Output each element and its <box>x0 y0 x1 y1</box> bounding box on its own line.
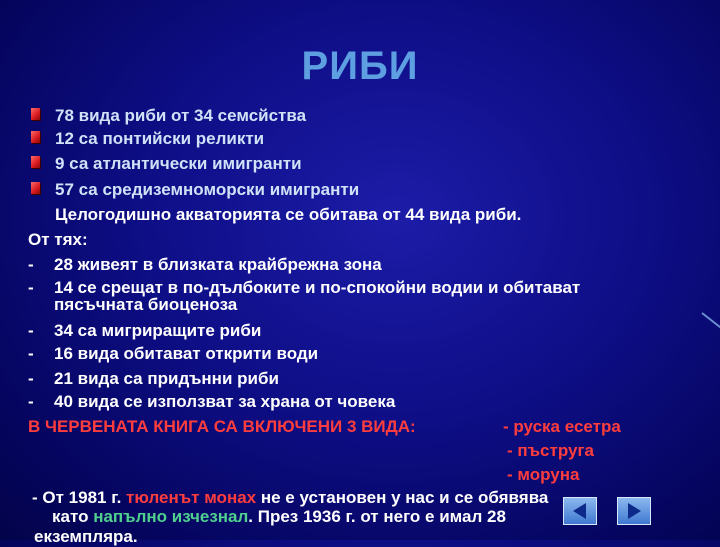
square-bullet-icon <box>31 156 40 168</box>
dash-item-continuation: пясъчната биоценоза <box>54 295 238 314</box>
square-bullet-icon <box>31 182 40 194</box>
red-book-label: В ЧЕРВЕНАТА КНИГА СА ВКЛЮЧЕНИ 3 ВИДА: <box>28 417 416 436</box>
from-them-label: От тях: <box>28 230 88 249</box>
decorative-line <box>701 312 720 338</box>
forward-button[interactable] <box>617 497 651 525</box>
seal-line: като напълно изчезнал. През 1936 г. от него е имал 28 <box>52 507 506 526</box>
arrow-left-icon <box>564 498 596 524</box>
red-book-species: - руска есетра <box>503 417 621 436</box>
dash-item: - 34 са мигриращите риби <box>28 321 262 340</box>
bullet-item: 12 са понтийски реликти <box>55 129 265 148</box>
red-book-species: - пъструга <box>507 441 594 460</box>
arrow-right-icon <box>618 498 650 524</box>
extinct-highlight: напълно изчезнал <box>93 507 249 526</box>
dash-item: - 14 се срещат в по-дълбоките и по-спокойни водии и обитават <box>28 278 581 297</box>
seal-line: екземпляра. <box>34 527 138 546</box>
seal-line: - От 1981 г. тюленът монах не е установен у нас и се обявява <box>32 488 549 507</box>
back-button[interactable] <box>563 497 597 525</box>
bullet-item: 9 са атлантически имигранти <box>55 154 302 173</box>
square-bullet-icon <box>31 108 40 120</box>
dash-item: - 21 вида са придънни риби <box>28 369 279 388</box>
dash-item: - 28 живеят в близката крайбрежна зона <box>28 255 382 274</box>
dash-item: - 40 вида се използват за храна от човека <box>28 392 396 411</box>
seal-highlight: тюленът монах <box>126 488 257 507</box>
dash-item: - 16 вида обитават открити води <box>28 344 319 363</box>
bullet-item: 78 вида риби от 34 семсйства <box>55 106 307 125</box>
square-bullet-icon <box>31 131 40 143</box>
indent-line: Целогодишно акваторията се обитава от 44 вида риби. <box>55 205 522 224</box>
bullet-item: 57 са средиземноморски имигранти <box>55 180 360 199</box>
red-book-species: - моруна <box>507 465 580 484</box>
slide-title: РИБИ <box>301 44 419 88</box>
